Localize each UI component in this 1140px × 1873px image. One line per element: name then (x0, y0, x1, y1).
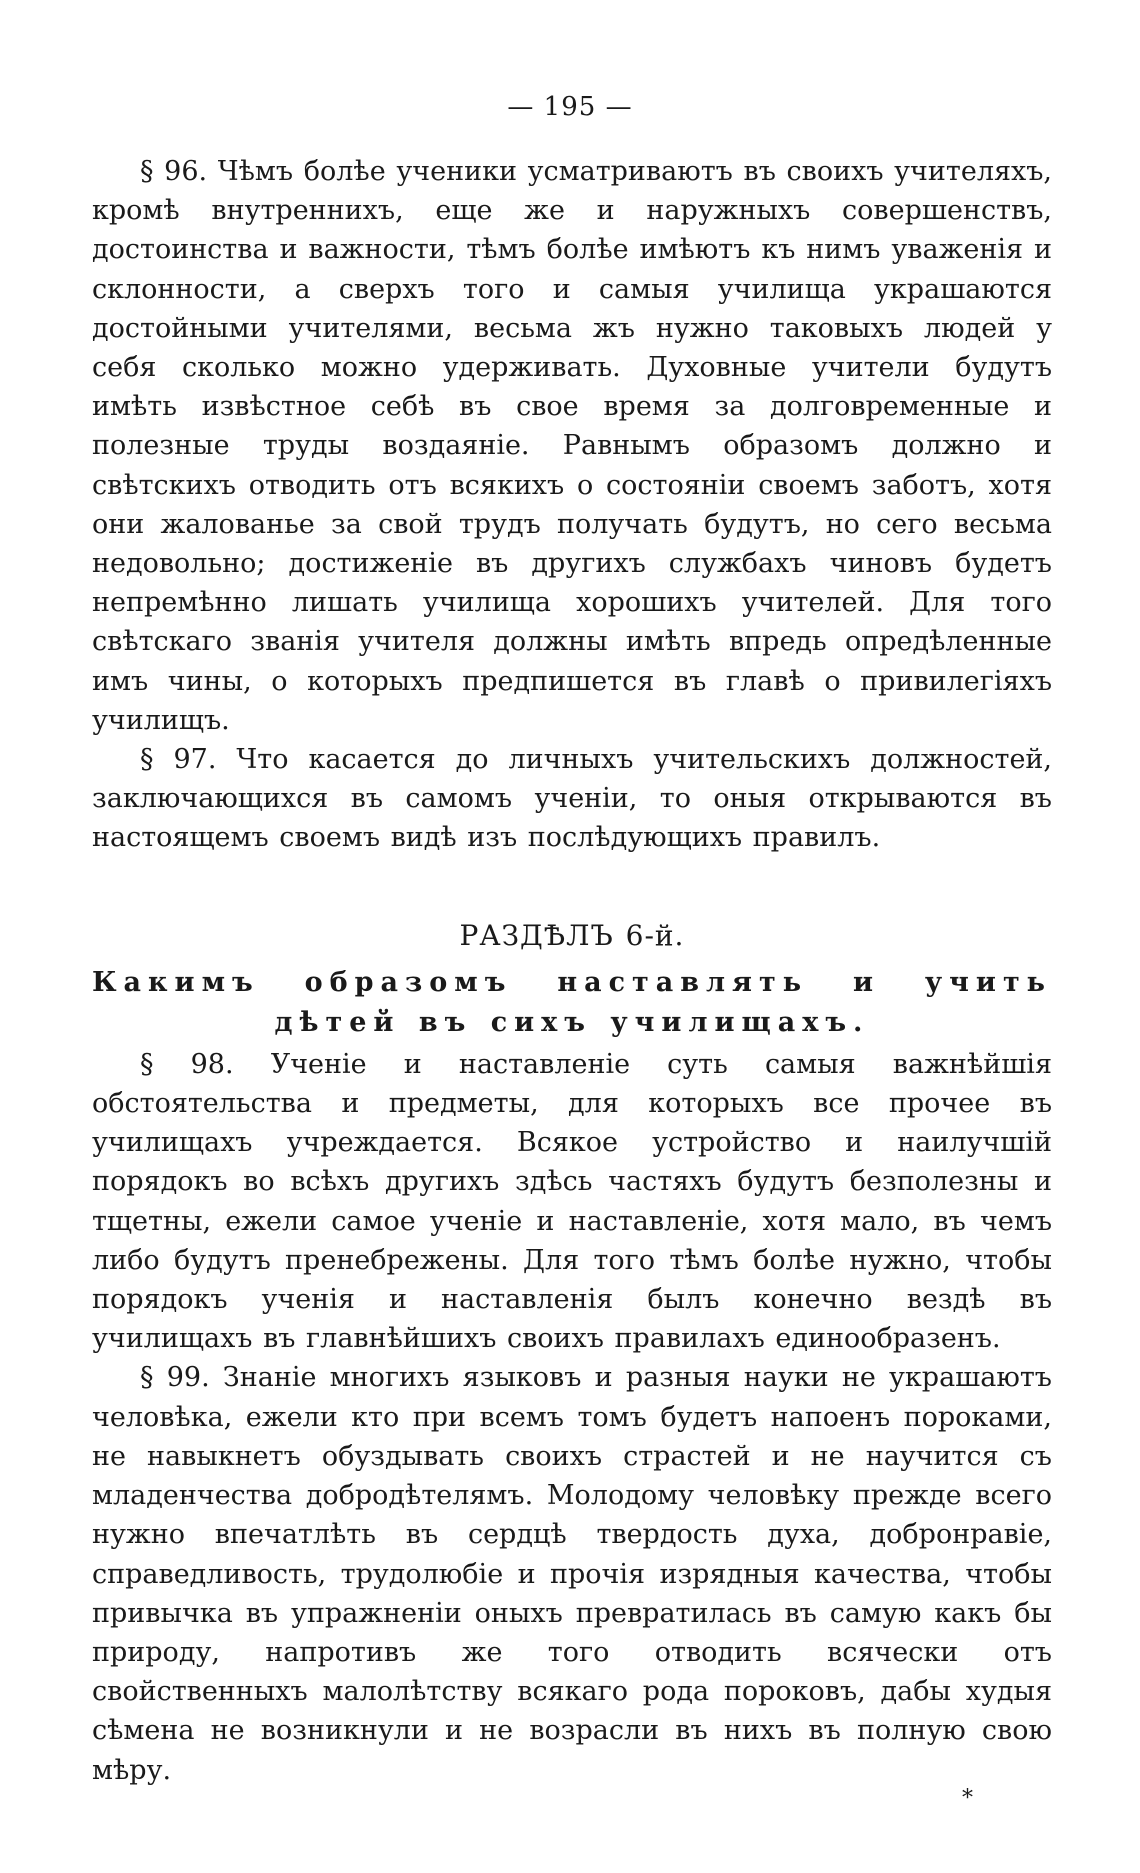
paragraph-text: Ученіе и наставленіе суть самыя важнѣйшія обстоятельства и предметы, для которыхъ все прочее въ училищахъ учреждается. Всякое устройство и наилучшій порядокъ во всѣхъ другихъ здѣсь частяхъ будутъ безполезны и тщетны, ежели самое ученіе и наставленіе, хотя мало, въ чемъ либо будутъ пренебрежены. Для того тѣмъ болѣе нужно, чтобы порядокъ ученія и наставленія былъ конечно вездѣ въ училищахъ въ главнѣйшихъ своихъ правилахъ единообразенъ. (92, 1048, 1052, 1355)
paragraph-96 (92, 152, 1052, 740)
paragraph-text: Что касается до личныхъ учительскихъ должностей, заключающихся въ самомъ ученіи, то оныя открываются въ настоящемъ своемъ видѣ изъ послѣдующихъ правилъ. (92, 744, 1052, 854)
section-mark: § 97. (140, 744, 217, 776)
footer-asterisk: * (962, 1786, 973, 1811)
section-subtitle: Какимъ образомъ наставлять и учить дѣтей въ сихъ училищахъ. (92, 966, 1052, 1038)
page-number: — 195 — (507, 92, 633, 122)
paragraph-98 (92, 1045, 1052, 1359)
paragraph-97 (92, 740, 1052, 858)
page-body (92, 152, 1052, 1790)
paragraph-99 (92, 1358, 1052, 1789)
paragraph-text: Чѣмъ болѣе ученики усматриваютъ въ своихъ учителяхъ, кромѣ внутреннихъ, еще же и наружныхъ совершенствъ, достоинства и важности, тѣмъ болѣе имѣютъ къ нимъ уваженія и склонности, а сверхъ того и самыя училища украшаются достойными учителями, весьма жъ нужно таковыхъ людей у себя сколько можно удерживать. Духовные учители будутъ имѣть извѣстное себѣ въ свое время за долговременные и полезные труды воздаяніе. Равнымъ образомъ должно и свѣтскихъ отводить отъ всякихъ о состояніи своемъ заботъ, хотя они жалованье за свой трудъ получать будутъ, но сего весьма недовольно; достиженіе въ другихъ службахъ чиновъ будетъ непремѣнно лишать училища хорошихъ учителей. Для того свѣтскаго званія учителя должны имѣть впредь опредѣленные имъ чины, о которыхъ предпишется въ главѣ о привилегіяхъ училищъ. (92, 156, 1052, 736)
section-mark: § 96. (140, 156, 208, 187)
section-mark: § 98. (140, 1048, 234, 1080)
paragraph-text: Знаніе многихъ языковъ и разныя науки не украшаютъ человѣка, ежели кто при всемъ томъ будетъ напоенъ пороками, не навыкнетъ обуздывать своихъ страстей и не научится съ младенчества добродѣтелямъ. Молодому человѣку прежде всего нужно впечатлѣть въ сердцѣ твердость духа, добронравіе, справедливость, трудолюбіе и прочія изрядныя качества, чтобы привычка въ упражненіи оныхъ превратилась въ самую какъ бы природу, напротивъ же того отводить всячески отъ свойственныхъ малолѣтству всякаго рода пороковъ, дабы худыя сѣмена не возникнули и не возрасли въ нихъ въ полную свою мѣру. (92, 1362, 1052, 1786)
section-mark: § 99. (140, 1362, 210, 1394)
section-heading: РАЗДѢЛЪ 6-й. (459, 918, 685, 952)
